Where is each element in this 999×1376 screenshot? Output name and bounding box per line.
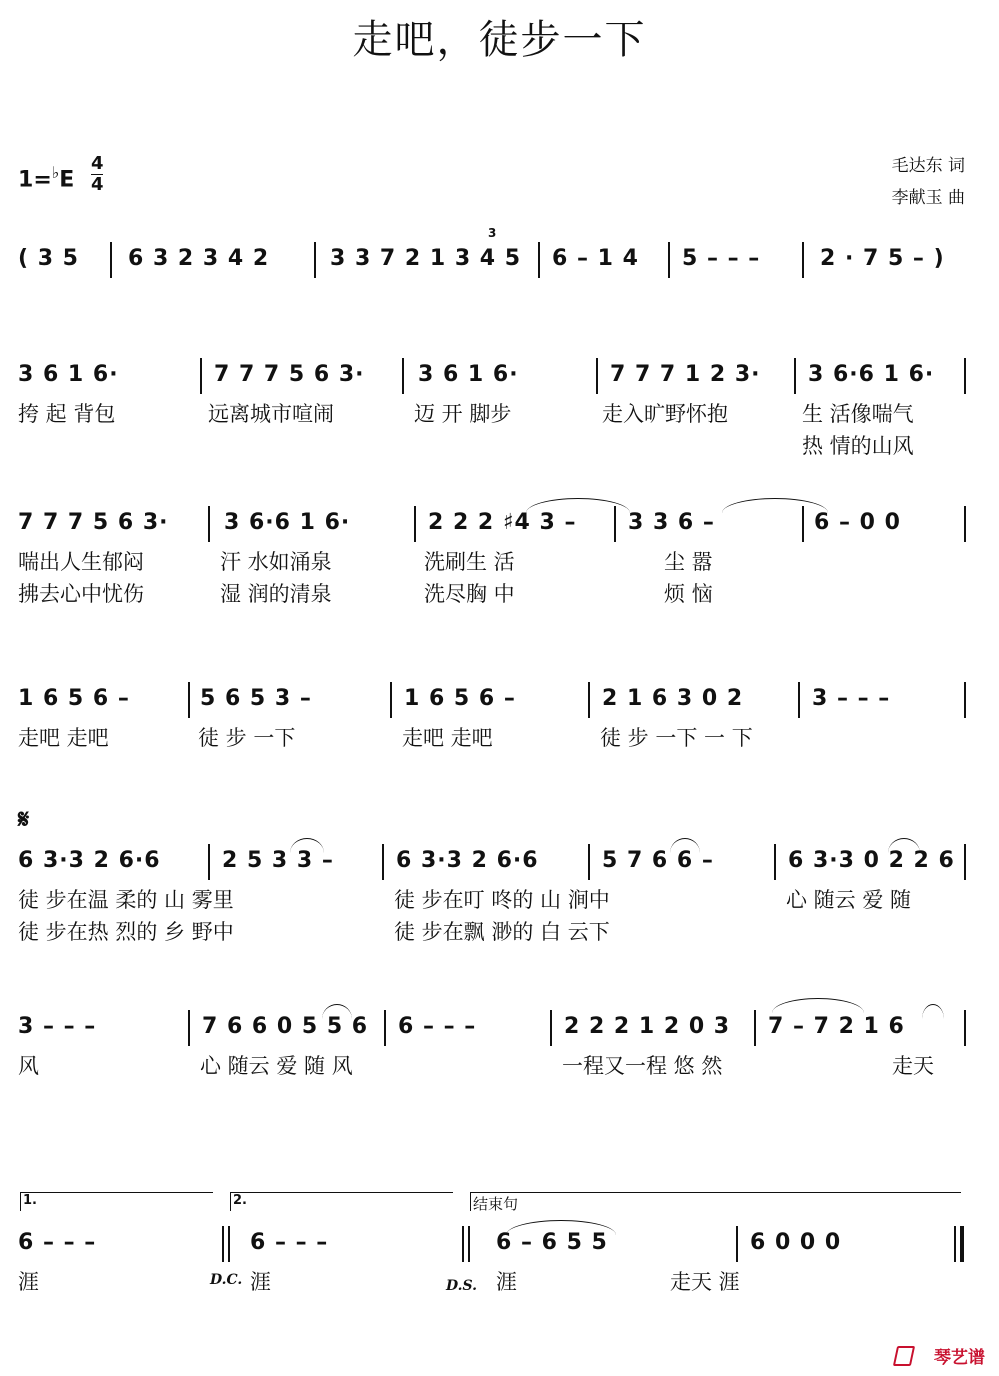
barline [550, 1010, 552, 1046]
lyric: 走吧 走吧 [402, 726, 493, 750]
lyric: 走天 [892, 1054, 934, 1078]
measure: 5 6 5 3 – [200, 686, 312, 711]
barline [802, 506, 804, 542]
lyric: 喘出人生郁闷 [18, 550, 144, 574]
barline [228, 1226, 230, 1262]
line-5-lyrics [18, 1048, 968, 1080]
lyric: 洗尽胸 中 [424, 582, 515, 606]
barline [588, 844, 590, 880]
line-2-lyrics-verse-2 [18, 576, 968, 608]
measure: 3 6·6 1 6· [808, 362, 935, 387]
barline [754, 1010, 756, 1046]
measure: 6 3·3 0 2 2 6 [788, 848, 955, 873]
barline [384, 1010, 386, 1046]
line-3-lyrics [18, 720, 968, 752]
measure: 5 7 6 6 – [602, 848, 714, 873]
site-logo: 琴艺谱 [934, 1348, 985, 1368]
barline [794, 358, 796, 394]
line-6 [18, 1224, 968, 1296]
barline [188, 1010, 190, 1046]
lyric: 迈 开 脚步 [414, 402, 512, 426]
coda-ending-bracket [470, 1192, 961, 1211]
measure: 3 – – – [812, 686, 891, 711]
ending-label: 结束句 [473, 1195, 519, 1213]
tie [888, 838, 920, 853]
second-ending-label: 2. [233, 1193, 247, 1208]
barline [208, 844, 210, 880]
tie [772, 998, 864, 1013]
barline [414, 506, 416, 542]
measure: 7 – 7 2 1 6 [768, 1014, 905, 1039]
measure: ( 3 5 [18, 246, 79, 271]
barline [964, 1010, 966, 1046]
measure: 6 – 1 4 [552, 246, 639, 271]
barline [462, 1226, 464, 1262]
measure: 2 1 6 3 0 2 [602, 686, 744, 711]
measure: 2 · 7 5 – ) [820, 246, 945, 271]
lyric: 尘 嚣 [664, 550, 713, 574]
barline [802, 242, 804, 278]
barline [596, 358, 598, 394]
line-1-lyrics-verse-2 [18, 428, 968, 460]
barline [614, 506, 616, 542]
barline [110, 242, 112, 278]
barline [964, 682, 966, 718]
measure: 3 3 6 – [628, 510, 715, 535]
tie [506, 1220, 616, 1235]
key-equals: = [33, 167, 52, 193]
time-signature [91, 154, 104, 195]
lyric: 徒 步 一下 一 下 [600, 726, 753, 750]
measure: 6 – 6 5 5 [496, 1230, 608, 1255]
measure: 3 6 1 6· [418, 362, 519, 387]
time-signature-top: 4 [91, 153, 104, 174]
measure: 3 3 7 2 1 3 4 5 [330, 246, 522, 271]
intro-line [18, 226, 968, 280]
barline [314, 242, 316, 278]
measure: 3 6 1 6· [18, 362, 119, 387]
composer-credit: 李献玉 曲 [891, 188, 965, 208]
measure: 2 2 2 1 2 0 3 [564, 1014, 731, 1039]
line-1-lyrics-verse-1 [18, 396, 968, 428]
tie [670, 838, 700, 853]
lyric: 涯 [496, 1270, 517, 1294]
lyric: 洗刷生 活 [424, 550, 515, 574]
lyric: 徒 步 一下 [198, 726, 296, 750]
lyric: 心 随云 爱 随 [786, 888, 912, 912]
barline [208, 506, 210, 542]
line-2-lyrics-verse-1 [18, 544, 968, 576]
tie [722, 498, 828, 513]
measure: 2 2 2 ♯4 3 – [428, 510, 577, 535]
barline [382, 844, 384, 880]
lyric: 徒 步在叮 咚的 山 涧中 [394, 888, 610, 912]
flat-icon: ♭ [51, 163, 60, 182]
first-ending-label: 1. [23, 1193, 37, 1208]
barline [588, 682, 590, 718]
line-3-staff [18, 680, 968, 720]
measure: 7 6 6 0 5 5 6 [202, 1014, 369, 1039]
lyric: 远离城市喧闹 [208, 402, 334, 426]
measure: 5 – – – [682, 246, 761, 271]
key-degree: 1 [18, 167, 34, 193]
tie [922, 1004, 944, 1019]
line-6-lyrics [18, 1264, 968, 1296]
measure: 1 6 5 6 – [404, 686, 516, 711]
barline [222, 1226, 224, 1262]
lyric: 湿 润的清泉 [220, 582, 332, 606]
lyric: 徒 步在热 烈的 乡 野中 [18, 920, 234, 944]
measure: 3 – – – [18, 1014, 97, 1039]
barline [390, 682, 392, 718]
lyric: 挎 起 背包 [18, 402, 116, 426]
lyric: 拂去心中忧伤 [18, 582, 144, 606]
lyricist-credit: 毛达东 词 [891, 156, 965, 176]
tie [290, 838, 324, 853]
intro-staff [18, 226, 968, 280]
measure: 2 5 3 3 – [222, 848, 334, 873]
triplet-mark: 3 [488, 226, 498, 240]
line-3 [18, 680, 968, 752]
measure: 6 3·3 2 6·6 [18, 848, 161, 873]
tie [322, 1004, 352, 1019]
lyric: 烦 恼 [664, 582, 713, 606]
barline [964, 358, 966, 394]
lyric: 徒 步在温 柔的 山 雾里 [18, 888, 234, 912]
second-ending-bracket [230, 1192, 453, 1211]
measure: 1 6 5 6 – [18, 686, 130, 711]
measure: 6 3 2 3 4 2 [128, 246, 270, 271]
line-6-staff [18, 1224, 968, 1264]
barline [538, 242, 540, 278]
lyric: 一程又一程 悠 然 [562, 1054, 723, 1078]
line-4 [18, 842, 968, 946]
measure: 3 6·6 1 6· [224, 510, 351, 535]
line-5 [18, 1008, 968, 1080]
barline [774, 844, 776, 880]
barline [798, 682, 800, 718]
measure: 6 3·3 2 6·6 [396, 848, 539, 873]
lyric: 走吧 走吧 [18, 726, 109, 750]
line-2 [18, 504, 968, 608]
lyric: 热 情的山风 [802, 434, 914, 458]
measure: 6 – – – [250, 1230, 329, 1255]
lyric: 涯 [250, 1270, 271, 1294]
line-2-staff [18, 504, 968, 544]
measure: 6 0 0 0 [750, 1230, 842, 1255]
lyric: 涯 [18, 1270, 39, 1294]
page-title: 走吧，徒步一下 [352, 17, 647, 63]
ds-marking: D.S. [446, 1278, 478, 1294]
lyric: 生 活像喘气 [802, 402, 914, 426]
barline [964, 506, 966, 542]
measure: 6 – – – [398, 1014, 477, 1039]
line-4-lyrics-verse-1 [18, 882, 968, 914]
time-signature-bottom: 4 [91, 174, 104, 195]
measure: 6 – 0 0 [814, 510, 901, 535]
lyric: 风 [18, 1054, 39, 1078]
dc-marking: D.C. [210, 1272, 243, 1288]
barline [200, 358, 202, 394]
barline [954, 1226, 956, 1262]
line-1-staff [18, 356, 968, 396]
measure: 7 7 7 1 2 3· [610, 362, 761, 387]
line-4-staff [18, 842, 968, 882]
lyric: 心 随云 爱 随 风 [200, 1054, 353, 1078]
key-signature [18, 163, 74, 192]
line-1 [18, 356, 968, 460]
barline [188, 682, 190, 718]
barline [736, 1226, 738, 1262]
segno-icon: 𝄋 [18, 805, 30, 835]
line-4-lyrics-verse-2 [18, 914, 968, 946]
key-letter: E [59, 167, 75, 193]
measure: 7 7 7 5 6 3· [214, 362, 365, 387]
measure: 6 – – – [18, 1230, 97, 1255]
barline [668, 242, 670, 278]
logo-icon [893, 1346, 915, 1366]
lyric: 走入旷野怀抱 [602, 402, 728, 426]
line-5-staff [18, 1008, 968, 1048]
barline [402, 358, 404, 394]
lyric: 走天 涯 [670, 1270, 740, 1294]
barline [468, 1226, 470, 1262]
lyric: 汗 水如涌泉 [220, 550, 332, 574]
first-ending-bracket [20, 1192, 213, 1211]
lyric: 徒 步在飘 渺的 白 云下 [394, 920, 610, 944]
credits [892, 150, 965, 214]
measure: 7 7 7 5 6 3· [18, 510, 169, 535]
final-barline [960, 1226, 964, 1262]
barline [964, 844, 966, 880]
